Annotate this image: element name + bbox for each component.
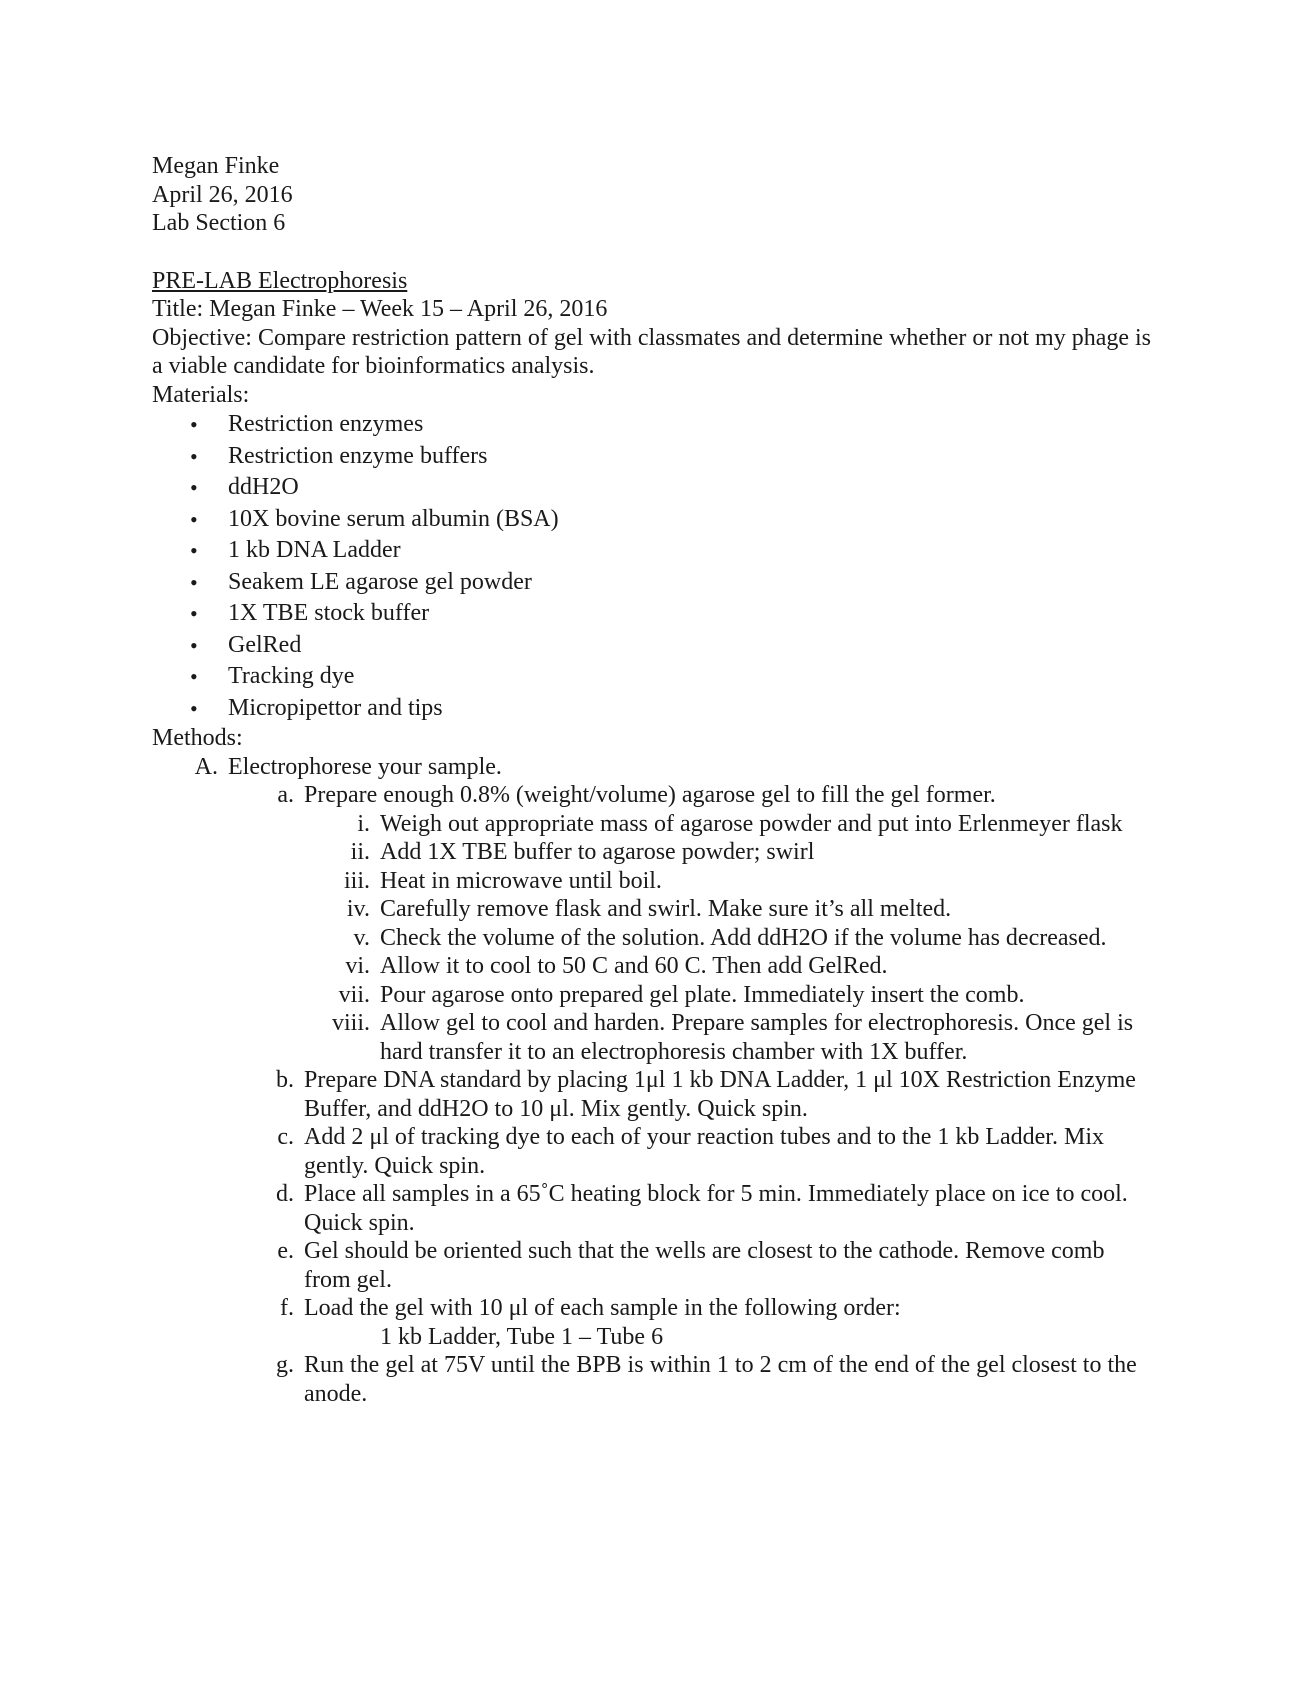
spacer xyxy=(152,238,1152,267)
bullet-icon: • xyxy=(190,475,198,500)
step-text: Run the gel at 75V until the BPB is within 1 to 2 cm of the end of the gel closest to the anode. xyxy=(304,1352,1137,1407)
prelab-objective: Objective: Compare restriction pattern of gel with classmates and determine whether or not my phage is a viable candidate for bioinformatics analysis. xyxy=(152,324,1152,379)
step-marker: vii. xyxy=(338,981,370,1008)
step-marker: iii. xyxy=(343,867,370,894)
step-text: Add 1X TBE buffer to agarose powder; swirl xyxy=(380,839,815,865)
document-date: April 26, 2016 xyxy=(152,181,293,208)
step-marker: f. xyxy=(280,1295,294,1321)
list-item xyxy=(152,567,1152,599)
bullet-icon: • xyxy=(190,695,198,721)
list-item xyxy=(152,535,1152,567)
step-text: Prepare enough 0.8% (weight/volume) agarose gel to fill the gel former. xyxy=(304,782,996,808)
step-text: Place all samples in a 65˚C heating block for 5 min. Immediately place on ice to cool. Quick spin. xyxy=(304,1181,1128,1236)
step-text: Weigh out appropriate mass of agarose powder and put into Erlenmeyer flask xyxy=(380,810,1123,837)
document-page xyxy=(152,152,1152,1408)
step-marker: A. xyxy=(194,753,218,780)
bullet-icon: • xyxy=(190,443,198,469)
step-text: Add 2 μl of tracking dye to each of your reaction tubes and to the 1 kb Ladder. Mix gently. Quick spin. xyxy=(304,1124,1104,1179)
step-marker: g. xyxy=(276,1352,294,1378)
method-substep xyxy=(152,1237,1152,1294)
roman-step xyxy=(152,810,1152,839)
roman-step xyxy=(152,895,1152,924)
lab-section: Lab Section 6 xyxy=(152,210,286,236)
roman-step xyxy=(152,924,1152,953)
step-marker: e. xyxy=(277,1238,294,1264)
method-substep xyxy=(152,1180,1152,1237)
method-substep xyxy=(152,1294,1152,1323)
roman-step xyxy=(152,981,1152,1010)
step-text: Heat in microwave until boil. xyxy=(380,867,662,894)
roman-step xyxy=(152,867,1152,896)
step-text: Allow gel to cool and harden. Prepare samples for electrophoresis. Once gel is hard transfer it to an electrophoresis chamber with 1X buffer. xyxy=(380,1010,1134,1065)
step-text: Carefully remove flask and swirl. Make sure it’s all melted. xyxy=(380,896,952,922)
material-text: Tracking dye xyxy=(228,663,355,689)
bullet-icon: • xyxy=(190,664,198,689)
prelab-heading: PRE-LAB Electrophoresis xyxy=(152,267,408,294)
bullet-icon: • xyxy=(190,506,198,532)
material-text: 10X bovine serum albumin (BSA) xyxy=(228,505,559,532)
step-marker: vi. xyxy=(345,953,370,979)
roman-step xyxy=(152,1009,1152,1066)
list-item xyxy=(152,693,1152,725)
step-marker: c. xyxy=(277,1124,294,1150)
step-marker: b. xyxy=(276,1067,294,1093)
list-item xyxy=(152,441,1152,473)
list-item xyxy=(152,661,1152,693)
list-item xyxy=(152,409,1152,441)
list-item xyxy=(152,504,1152,536)
materials-label: Materials: xyxy=(152,381,250,408)
bullet-icon: • xyxy=(190,538,198,563)
material-text: Micropipettor and tips xyxy=(228,694,443,721)
method-substep xyxy=(152,1066,1152,1123)
material-text: Restriction enzyme buffers xyxy=(228,442,488,469)
bullet-icon: • xyxy=(190,632,198,658)
methods-label: Methods: xyxy=(152,725,243,751)
step-marker: iv. xyxy=(346,896,370,922)
list-item xyxy=(152,472,1152,504)
author-name: Megan Finke xyxy=(152,153,280,179)
bullet-icon: • xyxy=(190,601,198,626)
step-marker: i. xyxy=(357,810,370,837)
step-text: Check the volume of the solution. Add ddH2O if the volume has decreased. xyxy=(380,924,1107,951)
step-marker: ii. xyxy=(350,839,370,865)
step-text: Prepare DNA standard by placing 1μl 1 kb DNA Ladder, 1 μl 10X Restriction Enzyme Buffer, and ddH2O to 10 μl. Mix gently. Quick spin. xyxy=(304,1067,1136,1122)
material-text: Restriction enzymes xyxy=(228,411,424,437)
method-step-A xyxy=(152,753,1152,782)
material-text: Seakem LE agarose gel powder xyxy=(228,568,532,595)
method-substep-g xyxy=(152,1351,1152,1408)
material-text: 1 kb DNA Ladder xyxy=(228,537,401,563)
method-substep xyxy=(152,1123,1152,1180)
list-item xyxy=(152,630,1152,662)
material-text: ddH2O xyxy=(228,474,299,500)
bullet-icon: • xyxy=(190,569,198,595)
step-text: Load the gel with 10 μl of each sample in the following order: xyxy=(304,1295,901,1321)
step-text: Pour agarose onto prepared gel plate. Immediately insert the comb. xyxy=(380,981,1025,1008)
roman-step xyxy=(152,838,1152,867)
step-marker: a. xyxy=(277,782,294,808)
method-substep-a xyxy=(152,781,1152,810)
list-item xyxy=(152,598,1152,630)
step-marker: v. xyxy=(353,924,370,951)
roman-step xyxy=(152,952,1152,981)
step-marker: viii. xyxy=(331,1010,370,1036)
material-text: GelRed xyxy=(228,631,302,658)
step-marker: d. xyxy=(276,1181,294,1207)
materials-list xyxy=(152,409,1152,724)
step-text: Gel should be oriented such that the wells are closest to the cathode. Remove comb from gel. xyxy=(304,1238,1105,1293)
step-text: Allow it to cool to 50 C and 60 C. Then add GelRed. xyxy=(380,953,888,979)
bullet-icon: • xyxy=(190,412,198,437)
step-text: Electrophorese your sample. xyxy=(228,753,502,780)
material-text: 1X TBE stock buffer xyxy=(228,600,430,626)
prelab-title: Title: Megan Finke – Week 15 – April 26, 2016 xyxy=(152,296,608,322)
load-order: 1 kb Ladder, Tube 1 – Tube 6 xyxy=(380,1323,664,1350)
